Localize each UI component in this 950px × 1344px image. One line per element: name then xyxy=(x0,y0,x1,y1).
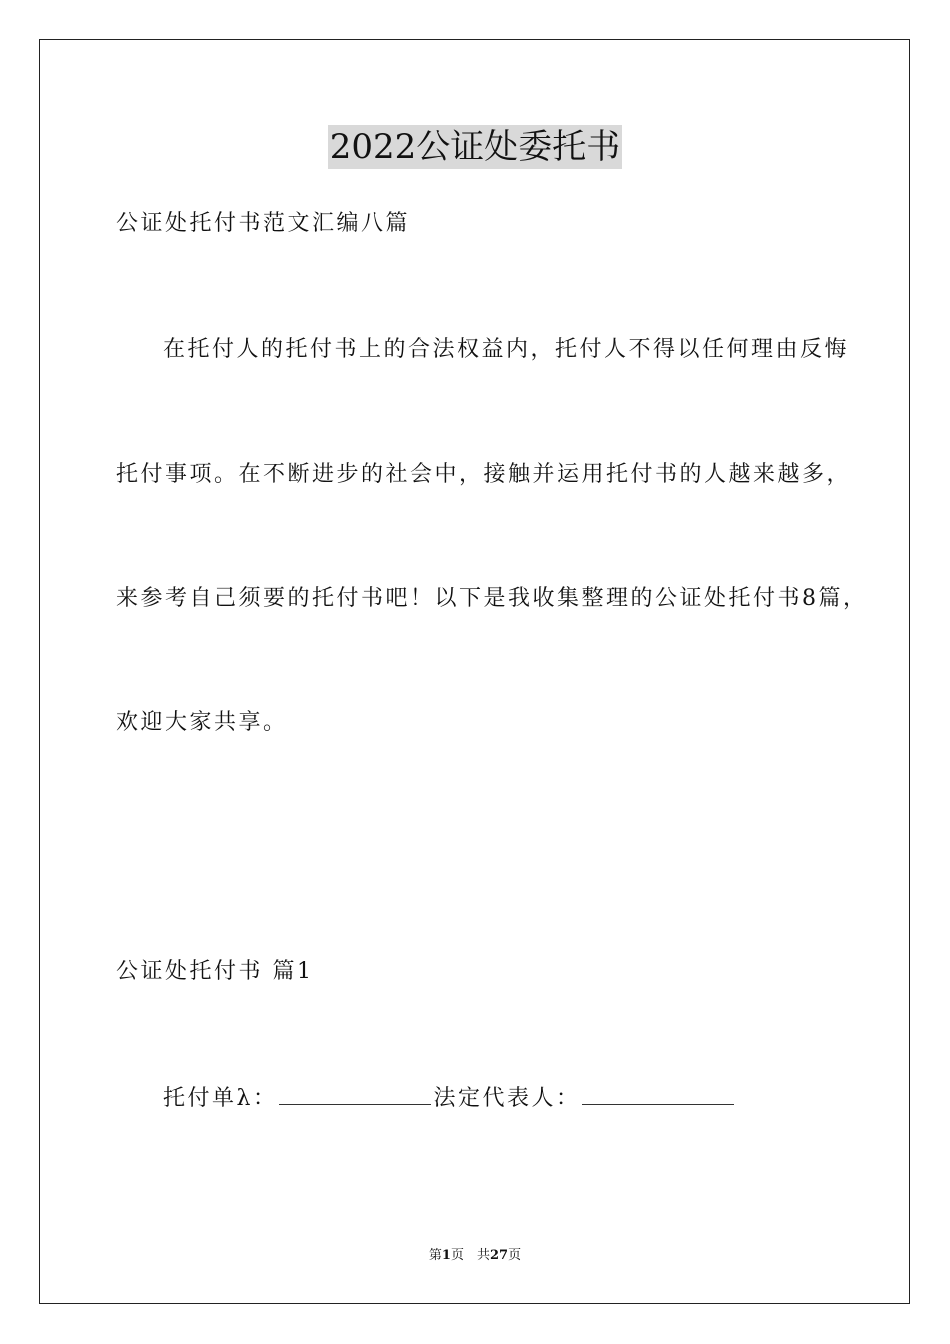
section-heading: 公证处托付书 篇1 xyxy=(116,959,314,984)
footer-total-pages: 27 xyxy=(489,1248,509,1263)
form-line xyxy=(163,1082,736,1114)
client-label: 托付单λ： xyxy=(163,1086,278,1111)
paragraph-line-3: 来参考自己须要的托付书吧！以下是我收集整理的公证处托付书8篇， xyxy=(116,586,868,611)
footer-page-number: 1 xyxy=(441,1248,451,1263)
legal-rep-label: 法定代表人： xyxy=(433,1086,581,1111)
paragraph-line-1: 在托付人的托付书上的合法权益内，托付人不得以任何理由反悔 xyxy=(163,337,850,362)
paragraph-line-4: 欢迎大家共享。 xyxy=(116,710,288,735)
document-subtitle: 公证处托付书范文汇编八篇 xyxy=(116,211,411,236)
footer-middle: 页 共 xyxy=(450,1248,490,1263)
document-title: 2022公证处委托书 xyxy=(329,127,621,167)
legal-rep-blank-field[interactable] xyxy=(582,1082,734,1105)
page-footer xyxy=(0,1247,950,1265)
paragraph-line-2: 托付事项。在不断进步的社会中，接触并运用托付书的人越来越多， xyxy=(116,462,852,487)
footer-suffix: 页 xyxy=(508,1248,522,1263)
client-blank-field[interactable] xyxy=(279,1082,431,1105)
title-container xyxy=(0,125,950,169)
footer-prefix: 第 xyxy=(428,1248,442,1263)
